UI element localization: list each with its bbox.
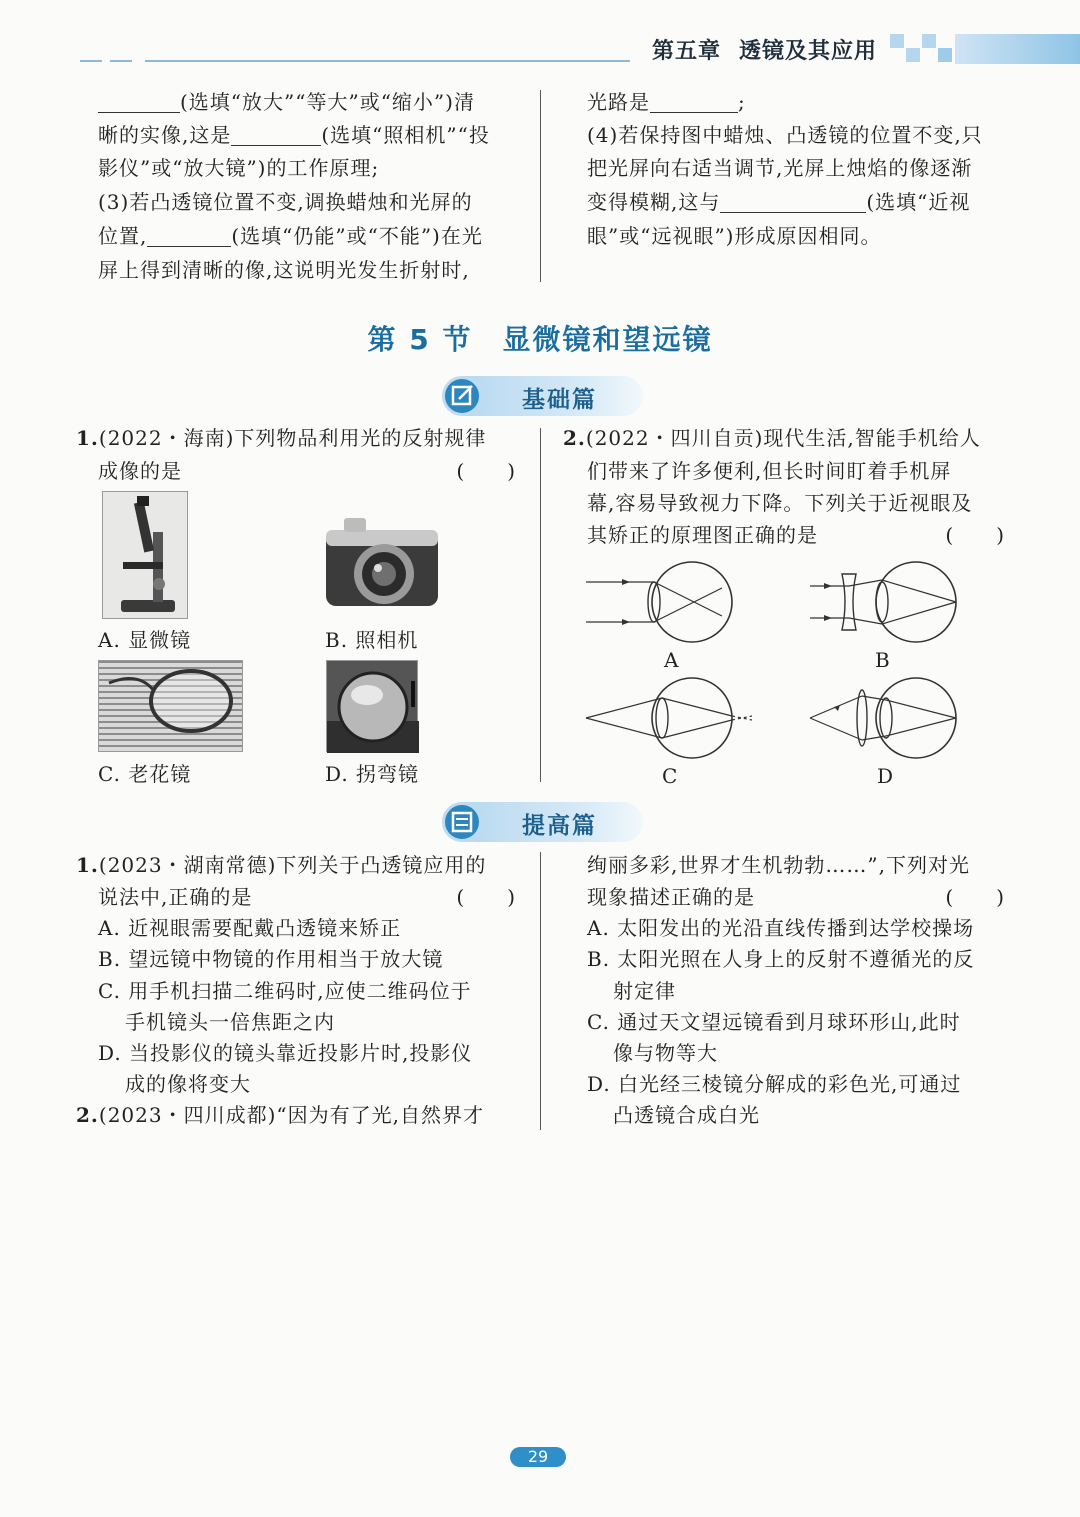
- prev-left-line-2: 晰的实像,这是 (选填“照相机”“投: [98, 123, 490, 147]
- prev-left-line-5: 位置, (选填“仍能”或“不能”)在光: [98, 224, 483, 248]
- advanced-q2-option-b[interactable]: B. 太阳光照在人身上的反射不遵循光的反: [587, 947, 975, 971]
- advanced-q1-line-2: 说法中,正确的是 ( ): [98, 881, 516, 914]
- column-divider: [540, 90, 541, 282]
- answer-paren[interactable]: ( ): [456, 459, 516, 483]
- advanced-q2-option-b-cont: 射定律: [613, 979, 676, 1003]
- prev-right-line-3: 把光屏向右适当调节,光屏上烛焰的像逐渐: [587, 156, 973, 180]
- page-number: 29: [510, 1447, 566, 1467]
- convex-mirror-image: [326, 660, 418, 752]
- basic-section-label: 基础篇: [522, 387, 597, 413]
- prev-left-line-3: 影仪”或“放大镜”)的工作原理;: [98, 156, 380, 180]
- eye-diagram-c: [582, 676, 757, 770]
- prev-right-line-2: (4)若保持图中蜡烛、凸透镜的位置不变,只: [587, 123, 983, 147]
- advanced-q1-option-d[interactable]: D. 当投影仪的镜头靠近投影片时,投影仪: [98, 1041, 473, 1065]
- answer-blank[interactable]: [650, 90, 738, 113]
- advanced-q1-option-b[interactable]: B. 望远镜中物镜的作用相当于放大镜: [98, 947, 444, 971]
- basic-q1-option-c[interactable]: C. 老花镜: [98, 762, 192, 786]
- advanced-q2-line-2: 绚丽多彩,世界才生机勃勃……”,下列对光: [587, 853, 970, 877]
- eye-diagram-b: [806, 560, 966, 654]
- advanced-q2-option-d-cont: 凸透镜合成白光: [613, 1103, 760, 1127]
- advanced-q2-option-c[interactable]: C. 通过天文望远镜看到月球环形山,此时: [587, 1010, 961, 1034]
- advanced-q2-option-a[interactable]: A. 太阳发出的光沿直线传播到达学校操场: [587, 916, 975, 940]
- advanced-q1-line-1: 1.(2023・湖南常德)下列关于凸透镜应用的: [76, 853, 487, 877]
- prev-right-line-5: 眼”或“远视眼”)形成原因相同。: [587, 224, 882, 248]
- microscope-image: [102, 491, 188, 619]
- chapter-header: [652, 34, 877, 65]
- answer-blank[interactable]: [147, 224, 231, 247]
- eye-label-b[interactable]: B: [875, 648, 891, 672]
- answer-blank[interactable]: [98, 90, 180, 113]
- advanced-q1-option-a[interactable]: A. 近视眼需要配戴凸透镜来矫正: [98, 916, 402, 940]
- advanced-q1-option-d-cont: 成的像将变大: [125, 1072, 251, 1096]
- advanced-q2-option-d[interactable]: D. 白光经三棱镜分解成的彩色光,可通过: [587, 1072, 962, 1096]
- advanced-q2-line-1: 2.(2023・四川成都)“因为有了光,自然界才: [76, 1103, 484, 1127]
- answer-blank[interactable]: [231, 123, 321, 146]
- prev-right-line-1: 光路是 ;: [587, 90, 746, 114]
- list-icon: [442, 802, 482, 842]
- advanced-q1-option-c-cont: 手机镜头一倍焦距之内: [125, 1010, 335, 1034]
- answer-blank[interactable]: [720, 190, 866, 213]
- eye-label-d[interactable]: D: [877, 764, 895, 788]
- column-divider: [540, 428, 541, 782]
- advanced-q2-option-c-cont: 像与物等大: [613, 1041, 718, 1065]
- basic-q1-line-2: 成像的是 ( ): [98, 455, 516, 488]
- basic-q2-line-1: 2.(2022・四川自贡)现代生活,智能手机给人: [563, 426, 981, 450]
- column-divider: [540, 852, 541, 1130]
- header-rule: [145, 60, 630, 62]
- basic-q2-line-3: 幕,容易导致视力下降。下列关于近视眼及: [587, 491, 973, 515]
- answer-paren[interactable]: ( ): [945, 523, 1005, 547]
- eye-label-a[interactable]: A: [664, 648, 680, 672]
- basic-q1-option-a[interactable]: A. 显微镜: [98, 628, 192, 652]
- reading-glasses-image: [98, 660, 243, 752]
- section-title: 第 5 节 显微镜和望远镜: [367, 323, 713, 356]
- basic-q2-line-2: 们带来了许多便利,但长时间盯着手机屏: [587, 459, 952, 483]
- advanced-q1-option-c[interactable]: C. 用手机扫描二维码时,应使二维码位于: [98, 979, 472, 1003]
- basic-q1-option-b[interactable]: B. 照相机: [325, 628, 419, 652]
- basic-q2-line-4: 其矫正的原理图正确的是 ( ): [587, 519, 1005, 552]
- header-dash: [80, 60, 102, 62]
- answer-paren[interactable]: ( ): [456, 885, 516, 909]
- advanced-section-label: 提高篇: [522, 813, 597, 839]
- chapter-title: 透镜及其应用: [739, 39, 878, 64]
- camera-image: [322, 514, 442, 612]
- prev-left-line-6: 屏上得到清晰的像,这说明光发生折射时,: [98, 258, 470, 282]
- eye-label-c[interactable]: C: [662, 764, 679, 788]
- prev-left-line-4: (3)若凸透镜位置不变,调换蜡烛和光屏的: [98, 190, 473, 214]
- prev-right-line-4: 变得模糊,这与 (选填“近视: [587, 190, 971, 214]
- eye-diagram-d: [806, 676, 966, 770]
- basic-q1-line-1: 1.(2022・海南)下列物品利用光的反射规律: [76, 426, 487, 450]
- advanced-q2-line-3: 现象描述正确的是 ( ): [587, 881, 1005, 914]
- pencil-icon: [442, 376, 482, 416]
- header-dash: [110, 60, 132, 62]
- eye-diagram-a: [582, 560, 742, 654]
- prev-left-line-1: (选填“放大”“等大”或“缩小”)清: [98, 86, 475, 119]
- chapter-number: 第五章: [652, 39, 722, 64]
- header-band: [955, 34, 1080, 64]
- answer-paren[interactable]: ( ): [945, 885, 1005, 909]
- basic-q1-option-d[interactable]: D. 拐弯镜: [325, 762, 420, 786]
